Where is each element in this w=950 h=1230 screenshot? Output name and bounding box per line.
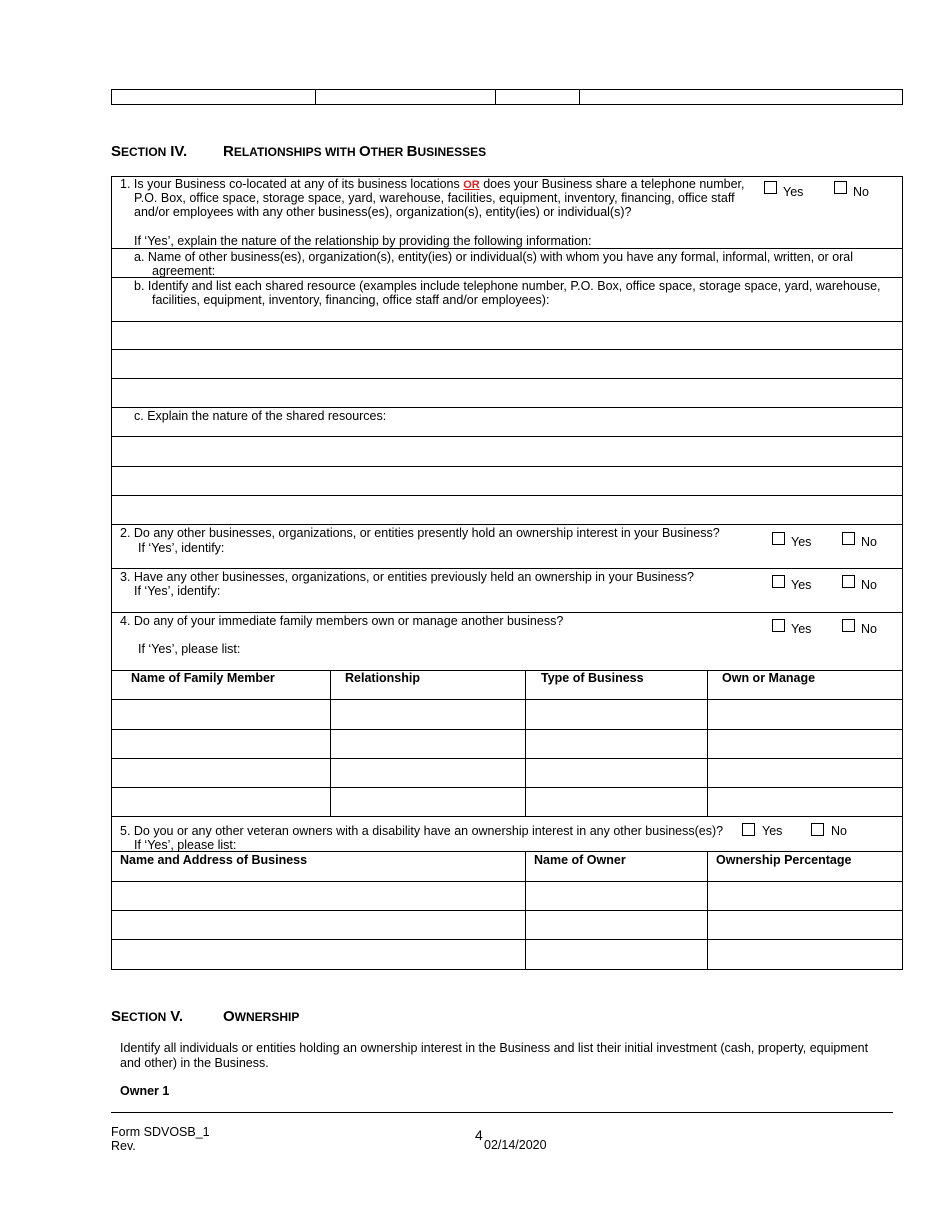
- q1-yes-label: Yes: [783, 185, 804, 199]
- q1-if-yes: If ‘Yes’, explain the nature of the relationship by providing the following information:: [134, 234, 592, 248]
- q5-no-label: No: [831, 824, 847, 838]
- footer-rev: Rev.: [111, 1139, 136, 1153]
- q2-no-label: No: [861, 535, 877, 549]
- q2-text: 2. Do any other businesses, organizations, or entities presently hold an ownership interest in your Business?: [120, 526, 720, 540]
- q5-yes-label: Yes: [762, 824, 783, 838]
- section-5-intro-line2: and other) in the Business.: [120, 1056, 269, 1070]
- page-number: 4: [475, 1127, 483, 1143]
- q1-text-line2: P.O. Box, office space, storage space, yard, warehouse, facilities, equipment, inventory, financing, office staff: [134, 191, 735, 205]
- or-emphasis: OR: [463, 179, 480, 191]
- family-col-own-manage: Own or Manage: [722, 671, 816, 685]
- q3-yes-checkbox[interactable]: [772, 575, 785, 588]
- section-5-title: OWNERSHIP: [223, 1008, 300, 1025]
- q3-text: 3. Have any other businesses, organizations, or entities previously held an ownership in your Business?: [120, 570, 694, 584]
- section-4-title: RELATIONSHIPS WITH OTHER BUSINESSES: [223, 143, 487, 160]
- q1-no-checkbox[interactable]: [834, 181, 847, 194]
- q5-if-yes: If ‘Yes’, please list:: [134, 838, 237, 852]
- q5-yes-checkbox[interactable]: [742, 823, 755, 836]
- q4-no-label: No: [861, 622, 877, 636]
- q2-yes-checkbox[interactable]: [772, 532, 785, 545]
- section-5-intro: Identify all individuals or entities holding an ownership interest in the Business and list their initial investment (cash, property, equipment: [120, 1041, 869, 1055]
- footer-date: 02/14/2020: [484, 1138, 547, 1152]
- q3-yes-label: Yes: [791, 578, 812, 592]
- q4-no-checkbox[interactable]: [842, 619, 855, 632]
- top-table-remnant: [111, 89, 903, 105]
- ownership-col-business: Name and Address of Business: [120, 853, 308, 867]
- q2-yes-label: Yes: [791, 535, 812, 549]
- family-col-type: Type of Business: [541, 671, 644, 685]
- q1-text: 1. Is your Business co-located at any of its business locations OR does your Business share a telephone number,: [120, 177, 745, 191]
- footer-form: Form SDVOSB_1: [111, 1125, 210, 1139]
- q2-if-yes: If ‘Yes’, identify:: [138, 541, 225, 555]
- q1c-text: c. Explain the nature of the shared resources:: [134, 409, 387, 423]
- q1-yes-checkbox[interactable]: [764, 181, 777, 194]
- q1b-text-line2: facilities, equipment, inventory, financing, office staff and/or employees):: [152, 293, 550, 307]
- q4-text: 4. Do any of your immediate family members own or manage another business?: [120, 614, 564, 628]
- section-5-label: SECTION V.: [111, 1008, 184, 1025]
- q4-yes-label: Yes: [791, 622, 812, 636]
- q1b-text: b. Identify and list each shared resource (examples include telephone number, P.O. Box, office space, storage space, yard, warehouse,: [134, 279, 881, 293]
- owner-1-label: Owner 1: [120, 1084, 170, 1098]
- family-col-name: Name of Family Member: [131, 671, 275, 685]
- q3-no-label: No: [861, 578, 877, 592]
- q5-text: 5. Do you or any other veteran owners with a disability have an ownership interest in any other business(es)?: [120, 824, 724, 838]
- q5-no-checkbox[interactable]: [811, 823, 824, 836]
- q3-no-checkbox[interactable]: [842, 575, 855, 588]
- ownership-col-owner: Name of Owner: [534, 853, 626, 867]
- q1-no-label: No: [853, 185, 869, 199]
- q1a-text: a. Name of other business(es), organization(s), entity(ies) or individual(s) with whom you have any formal, informal, written, or oral: [134, 250, 854, 264]
- q4-if-yes: If ‘Yes’, please list:: [138, 642, 241, 656]
- q4-yes-checkbox[interactable]: [772, 619, 785, 632]
- ownership-col-percentage: Ownership Percentage: [716, 853, 852, 867]
- q2-no-checkbox[interactable]: [842, 532, 855, 545]
- q1a-text-line2: agreement:: [152, 264, 216, 278]
- family-col-relationship: Relationship: [345, 671, 421, 685]
- section-4-label: SECTION IV.: [111, 143, 188, 160]
- footer-rule: [111, 1112, 893, 1113]
- q3-if-yes: If ‘Yes’, identify:: [134, 584, 221, 598]
- q1-text-line3: and/or employees with any other business(es), organization(s), entity(ies) or individual(s)?: [134, 205, 632, 219]
